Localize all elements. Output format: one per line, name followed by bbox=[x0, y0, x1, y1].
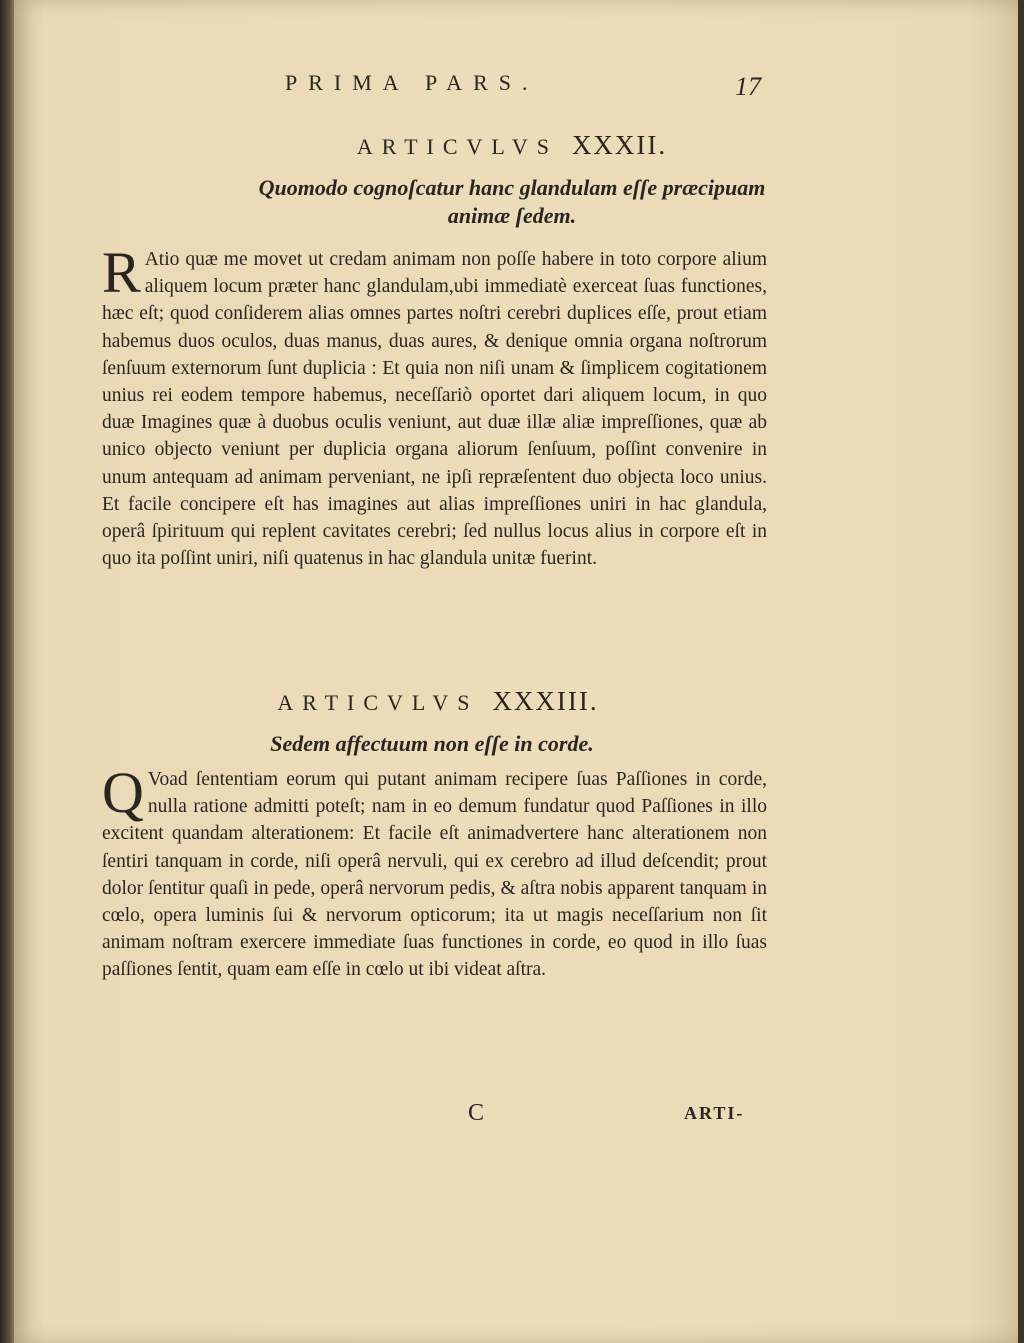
article-title-32 bbox=[62, 174, 962, 230]
page-number: 17 bbox=[735, 72, 761, 101]
article-heading-33 bbox=[0, 686, 950, 717]
signature-mark: C bbox=[468, 1100, 485, 1126]
running-head: PRIMA PARS. bbox=[285, 70, 539, 95]
title-line: animæ ſedem. bbox=[447, 203, 577, 228]
article-label: ARTICVLVS bbox=[277, 690, 479, 715]
article-number: XXXII. bbox=[571, 130, 668, 160]
article-number: XXXIII. bbox=[492, 686, 599, 716]
article-title-33 bbox=[0, 730, 882, 758]
catchword: ARTI- bbox=[684, 1103, 745, 1123]
drop-cap: R bbox=[102, 240, 141, 305]
title-line: Quomodo cognoſcatur hanc glandulam eſſe præcipuam bbox=[258, 175, 766, 200]
paragraph-text: Atio quæ me movet ut credam animam non poſſe habere in toto corpore alium aliquem locum præter hanc glandulam,ubi immediatè exerceat ſuas functiones, hæc eſt; quod conſiderem alias omnes partes noſtri cerebri duplices eſſe, prout etiam habemus duos oculos, duas manus, duas aures, & denique omnia organa noſtrorum ſenſuum externorum ſunt duplicia : Et quia non niſi unam & ſimplicem cogitationem unius rei eodem tempore habemus, neceſſariò oportet dari aliquem locum, in quo duæ Imagines quæ à duobus oculis veniunt, aut duæ illæ aliæ impreſſiones, quæ ab unico objecto veniunt per duplicia organa aliorum ſenſuum, poſſint convenire in unum antequam ad animam perveniant, ne ipſi repræſentent duo objecta loco unius. Et facile concipere eſt has imagines aut alias impreſſiones uniri in hac glandula, operâ ſpirituum qui replent cavitates cerebri; ſed nullus locus alius in corpore eſt in quo ita poſſint uniri, niſi quatenus in hac glandula unitæ fuerint. bbox=[102, 249, 767, 570]
article-label: ARTICVLVS bbox=[356, 134, 558, 159]
title-line: Sedem affectuum non eſſe in corde. bbox=[270, 731, 594, 756]
drop-cap: Q bbox=[102, 760, 144, 825]
article-body-32 bbox=[102, 240, 767, 572]
article-body-33 bbox=[102, 760, 767, 984]
paragraph-text: Voad ſententiam eorum qui putant animam recipere ſuas Paſſiones in corde, nulla ratione admitti poteſt; nam in eo demum fundatur quod Paſſiones in illo excitent quandam alterationem: Et facile eſt animadvertere hanc alterationem non ſentiri tanquam in corde, niſi operâ nervuli, qui ex cerebro ad illud deſcendit; prout dolor ſentitur quaſi in pede, operâ nervorum pedis, & aſtra nobis apparent tanquam in cœlo, opera luminis ſui & nervorum opticorum; ita ut magis neceſſarium non ſit animam noſtram exercere immediate ſuas functiones in corde, eo quod in illo ſuas paſſiones ſentit, quam eam eſſe in cœlo ut ibi videat aſtra. bbox=[102, 769, 767, 981]
article-heading-32 bbox=[0, 130, 1024, 161]
